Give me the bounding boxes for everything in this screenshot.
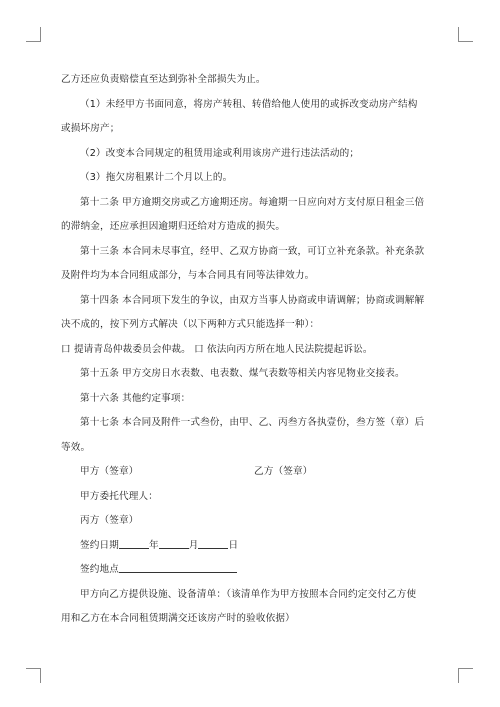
clause-17-line: 等效。 <box>61 441 91 453</box>
signature-row <box>61 460 443 485</box>
paragraph-line: 乙方还应负责赔偿直至达到弥补全部损失为止。 <box>61 74 266 85</box>
crop-mark-top-right <box>458 27 473 42</box>
clause-13-line: 第十三条 本合同未尽事宜，经甲、乙双方协商一致，可订立补充条款。补充条款 <box>80 245 425 257</box>
signing-date-row <box>61 534 443 559</box>
clause-16-line: 第十六条 其他约定事项： <box>80 392 191 404</box>
paragraph-line: （2）改变本合同规定的租赁用途或利用该房产进行违法活动的； <box>80 147 360 159</box>
equipment-list-line: 用和乙方在本合同租赁期满交还该房产时的验收依据） <box>61 613 295 624</box>
paragraph-line: （1）未经甲方书面同意，将房产转租、转借给他人使用的或拆改变动房产结构 <box>80 98 418 110</box>
clause-17-line: 第十七条 本合同及附件一式叁份，由甲、乙、丙叁方各执壹份，叁方签（章）后 <box>80 417 425 428</box>
clause-14-line: 决不成的，按下列方式解决（以下两种方式只能选择一种）： <box>61 319 320 330</box>
dispute-options-line: 口 提请青岛仲裁委员会仲裁。 口 依法向丙方所在地人民法院提起诉讼。 <box>61 343 373 355</box>
clause-13-line: 及附件均为本合同组成部分，与本合同具有同等法律效力。 <box>61 270 315 281</box>
paragraph-line: （3）拖欠房租累计二个月以上的。 <box>80 172 233 183</box>
crop-mark-bottom-right <box>458 668 473 683</box>
signing-place-row <box>61 558 443 583</box>
paragraph-line: 或损坏房产； <box>61 123 120 134</box>
year-label: 年 <box>148 539 159 551</box>
signing-place-label: 签约地点 <box>80 564 119 575</box>
signing-place-blank <box>119 561 237 573</box>
party-a-signature-label: 甲方（签章） <box>80 466 139 477</box>
month-blank <box>159 537 189 549</box>
party-a-agent-label: 甲方委托代理人： <box>80 490 158 502</box>
crop-mark-bottom-left <box>26 668 41 683</box>
signing-date-label: 签约日期 <box>80 539 119 551</box>
month-label: 月 <box>188 539 199 551</box>
clause-14-line: 第十四条 本合同项下发生的争议，由双方当事人协商或申请调解；协商或调解解 <box>80 294 425 306</box>
clause-12-line: 的滞纳金，还应承担因逾期归还给对方造成的损失。 <box>61 221 286 232</box>
clause-12-line: 第十二条 甲方逾期交房或乙方逾期还房。每逾期一日应向对方支付原日租金三倍 <box>80 196 425 208</box>
crop-mark-top-left <box>26 27 41 42</box>
clause-15-line: 第十五条 甲方交房日水表数、电表数、煤气表数等相关内容见物业交接表。 <box>80 368 405 379</box>
equipment-list-line: 甲方向乙方提供设施、设备清单：（该清单作为甲方按照本合同约定交付乙方使 <box>80 588 417 600</box>
document-body <box>61 68 443 632</box>
party-c-signature-label: 丙方（签章） <box>80 515 139 526</box>
party-b-signature-label: 乙方（签章） <box>254 466 313 477</box>
year-blank <box>119 537 149 549</box>
day-label: 日 <box>228 539 239 551</box>
day-blank <box>198 537 228 549</box>
